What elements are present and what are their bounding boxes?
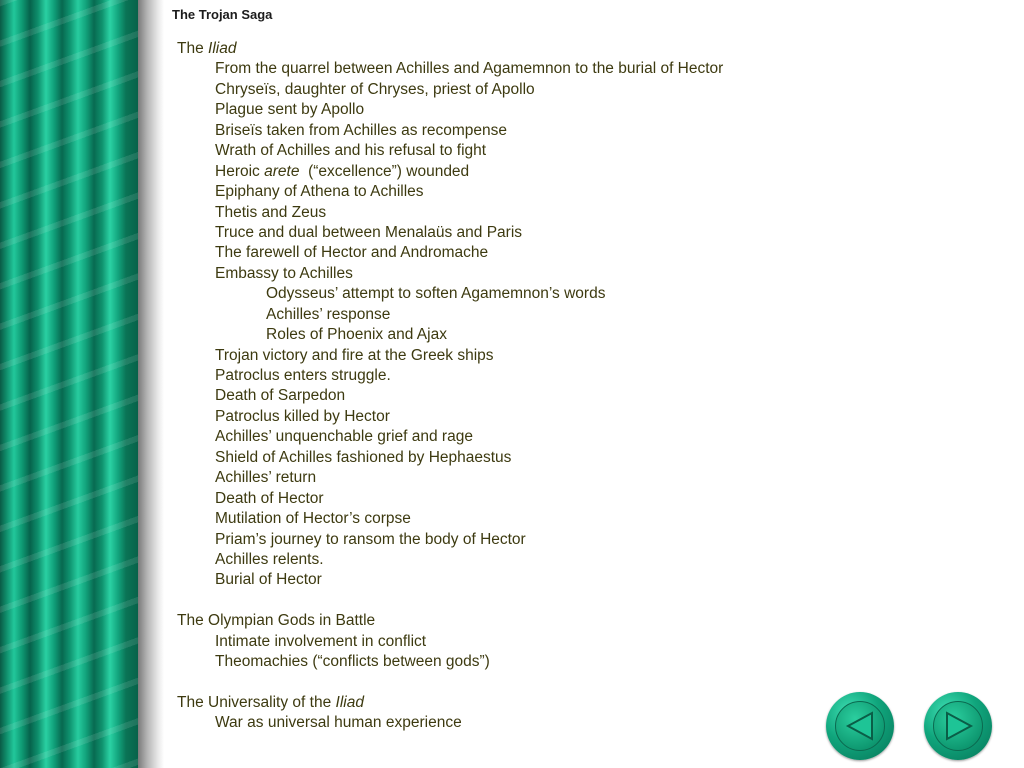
slide-outline: [177, 39, 723, 734]
sub-list-item: Achilles’ response: [266, 305, 391, 323]
list-item: Burial of Hector: [215, 571, 322, 589]
list-item: The farewell of Hector and Andromache: [215, 244, 489, 262]
section-heading-gods: The Olympian Gods in Battle: [177, 612, 376, 630]
section-heading-iliad: The Iliad: [177, 40, 237, 57]
list-item: Epiphany of Athena to Achilles: [215, 183, 424, 201]
slide-title: The Trojan Saga: [172, 7, 273, 22]
next-slide-button[interactable]: [924, 692, 992, 760]
list-item: Wrath of Achilles and his refusal to fight: [215, 142, 487, 160]
list-item: Priam’s journey to ransom the body of Hector: [215, 530, 526, 548]
list-item-heroic-arete: Heroic arete (“excellence”) wounded: [215, 162, 470, 180]
sub-list-item: Roles of Phoenix and Ajax: [266, 326, 447, 344]
list-item: Shield of Achilles fashioned by Hephaestus: [215, 448, 512, 466]
triangle-left-icon: [826, 692, 894, 760]
previous-slide-button[interactable]: [826, 692, 894, 760]
list-item: Plague sent by Apollo: [215, 101, 365, 119]
section-heading-universality: The Universality of the Iliad: [177, 694, 364, 711]
list-item: Truce and dual between Menalaüs and Paris: [215, 223, 523, 241]
list-item: Thetis and Zeus: [215, 203, 327, 221]
sub-list-item: Odysseus’ attempt to soften Agamemnon’s words: [266, 285, 606, 303]
list-item: Briseïs taken from Achilles as recompense: [215, 121, 508, 139]
decorative-drape-band: [0, 0, 138, 768]
spacer: [177, 591, 723, 611]
triangle-right-icon: [924, 692, 992, 760]
list-item: Patroclus killed by Hector: [215, 407, 390, 425]
spacer: [177, 673, 723, 693]
list-item: Intimate involvement in conflict: [215, 632, 427, 650]
list-item: From the quarrel between Achilles and Agamemnon to the burial of Hector: [215, 60, 724, 78]
list-item: Mutilation of Hector’s corpse: [215, 510, 411, 528]
list-item: Patroclus enters struggle.: [215, 367, 391, 384]
list-item: Chryseïs, daughter of Chryses, priest of Apollo: [215, 80, 535, 98]
list-item: Achilles’ return: [215, 469, 317, 487]
list-item: Achilles relents.: [215, 550, 324, 568]
list-item: Embassy to Achilles: [215, 264, 353, 282]
list-item: Trojan victory and fire at the Greek ships: [215, 346, 494, 364]
list-item: Death of Hector: [215, 489, 324, 507]
list-item: War as universal human experience: [215, 714, 462, 732]
list-item: Death of Sarpedon: [215, 387, 346, 405]
drape-shadow: [138, 0, 164, 768]
list-item: Achilles’ unquenchable grief and rage: [215, 428, 473, 446]
list-item: Theomachies (“conflicts between gods”): [215, 653, 490, 671]
